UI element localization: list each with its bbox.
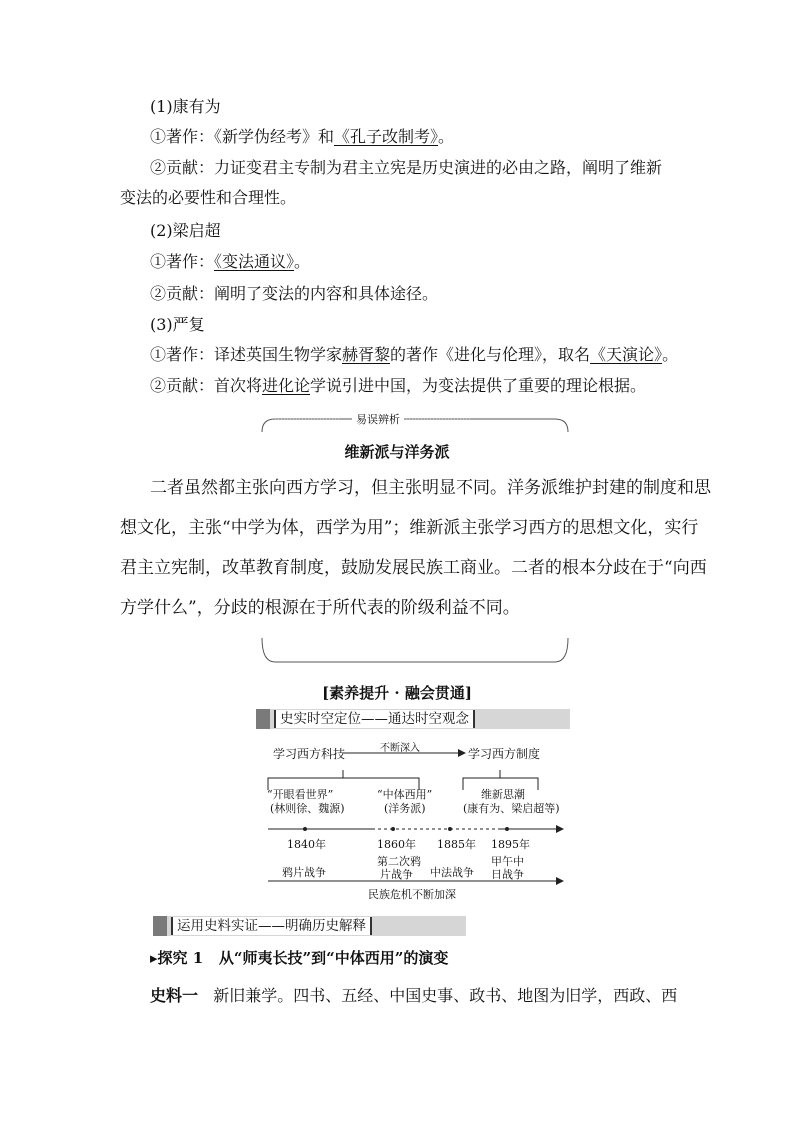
analysis-p4: 方学什么”，分歧的根源在于所代表的阶级利益不同。 <box>120 598 520 618</box>
yan-works-b: 的著作《进化与伦理》，取名 <box>390 345 591 364</box>
liang-works-prefix: ①著作： <box>150 252 215 271</box>
yan-contrib-b: 学说引进中国，为变法提供了重要的理论根据。 <box>310 376 647 395</box>
deepening-label: 不断深入 <box>380 743 420 754</box>
learn-system-label: 学习西方制度 <box>468 747 541 761</box>
explore-label: ▸探究 1 <box>150 949 204 967</box>
open-eyes-label: “开眼看世界” <box>267 788 334 801</box>
year-1885: 1885年 <box>437 838 476 851</box>
learn-tech-label: 学习西方科技 <box>273 747 346 761</box>
section-bar-evidence <box>153 916 466 936</box>
zhongti-label: “中体西用” <box>377 788 433 801</box>
year-1860: 1860年 <box>377 838 416 851</box>
source-text: 新旧兼学。四书、五经、中国史事、政书、地图为旧学，西政、西 <box>213 986 678 1005</box>
liang-contrib: ②贡献：阐明了变法的内容和具体途径。 <box>150 284 439 303</box>
year-1840: 1840年 <box>287 838 326 851</box>
bar-square-icon <box>153 916 167 936</box>
source-line <box>150 986 677 1006</box>
analysis-p1: 二者虽然都主张向西方学习，但主张明显不同。洋务派维护封建的制度和思 <box>150 478 711 498</box>
liang-works-book: 《变法通议》 <box>214 252 295 271</box>
analysis-p3: 君主立宪制，改革教育制度，鼓励发展民族工商业。二者的根本分歧在于“向西 <box>120 558 707 578</box>
bar-title: 史实时空定位——通达时空观念 <box>274 710 475 728</box>
kang-contrib-line1: ②贡献：力证变君主专制为君主立宪是历史演进的必由之路，阐明了维新 <box>150 158 663 177</box>
war-opium: 鸦片战争 <box>282 866 326 879</box>
reform-who: (康有为、梁启超等) <box>463 802 560 815</box>
war-sino-japanese-2: 日战争 <box>491 868 524 881</box>
war-sino-french: 中法战争 <box>430 866 474 879</box>
liang-works-end: 。 <box>294 252 311 271</box>
kang-contrib-line2: 变法的必要性和合理性。 <box>120 188 297 207</box>
yan-works-book: 《天演论》 <box>590 345 663 364</box>
kang-works-prefix: ①著作：《新学伪经考》和 <box>150 127 335 146</box>
kang-works-end: 。 <box>438 127 455 146</box>
kang-works-book: 《孔子改制考》 <box>334 127 439 146</box>
war-second-opium-1: 第二次鸦 <box>377 855 421 868</box>
source-label: 史料一 <box>150 986 199 1005</box>
crisis-label: 民族危机不断加深 <box>368 888 456 901</box>
yan-heading: (3)严复 <box>150 315 205 334</box>
open-eyes-who: (林则徐、魏源) <box>270 802 345 815</box>
yan-contrib-term: 进化论 <box>262 376 311 395</box>
yan-works-end: 。 <box>662 345 679 364</box>
war-sino-japanese-1: 甲午中 <box>491 855 524 868</box>
analysis-p2: 想文化，主张“中学为体，西学为用”；维新派主张学习西方的思想文化，实行 <box>120 518 699 538</box>
yan-works-a: ①著作：译述英国生物学家 <box>150 345 343 364</box>
yan-works-name: 赫胥黎 <box>342 345 391 364</box>
analysis-title: 维新派与洋务派 <box>344 443 450 461</box>
year-1895: 1895年 <box>491 838 530 851</box>
analysis-banner: 易误辨析 <box>352 411 404 427</box>
war-second-opium-2: 片战争 <box>380 868 413 881</box>
reform-label: 维新思潮 <box>481 788 525 801</box>
section2-heading: [素养提升 · 融会贯通] <box>322 684 472 702</box>
explore-title: 从“师夷长技”到“中体西用”的演变 <box>218 949 449 967</box>
explore-heading <box>150 948 448 968</box>
bar-title: 运用史料实证——明确历史解释 <box>171 917 372 935</box>
liang-heading: (2)梁启超 <box>150 221 221 240</box>
yan-contrib-a: ②贡献：首次将 <box>150 376 263 395</box>
kang-heading: (1)康有为 <box>150 97 221 116</box>
zhongti-who: (洋务派) <box>384 802 426 815</box>
